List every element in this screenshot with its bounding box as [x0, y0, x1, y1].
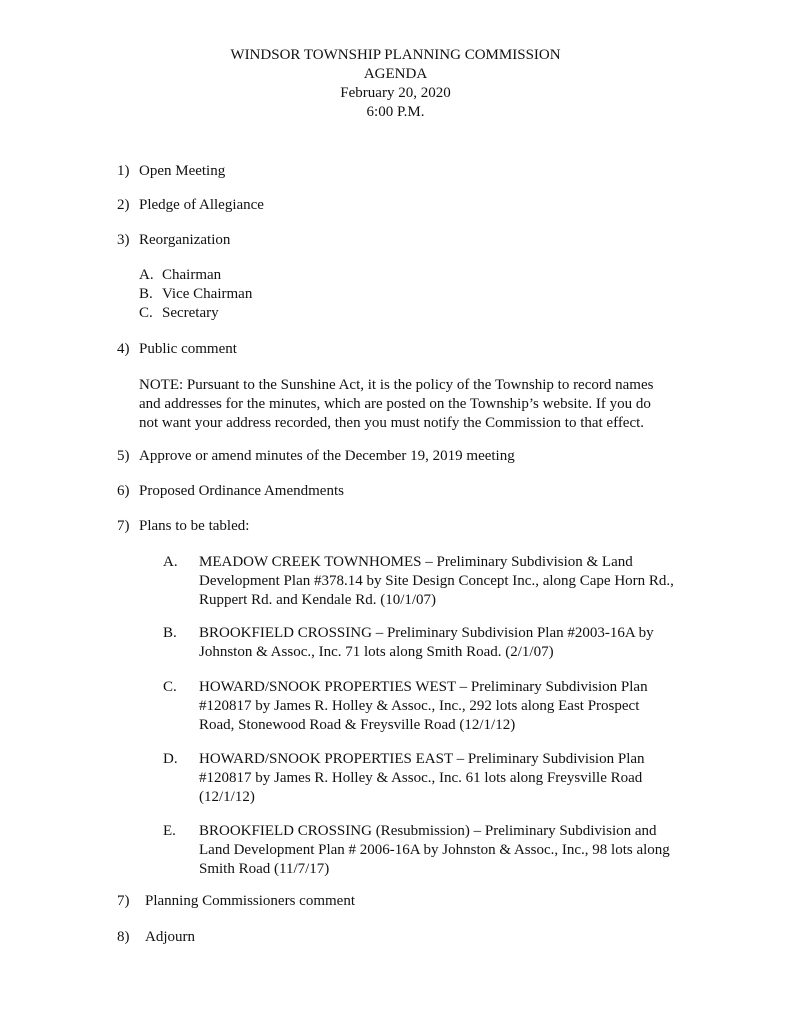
item-number: 3): [117, 232, 130, 248]
item-number: 1): [117, 163, 130, 179]
plan-line: Ruppert Rd. and Kendale Rd. (10/1/07): [199, 592, 437, 608]
item-number: 4): [117, 341, 130, 357]
sub-item-letter: B.: [139, 286, 153, 302]
note-line: not want your address recorded, then you must notify the Commission to that effect.: [139, 415, 645, 431]
item-text: Proposed Ordinance Amendments: [139, 483, 344, 499]
plan-line: Land Development Plan # 2006-16A by Johnston & Assoc., Inc., 98 lots along: [199, 842, 670, 858]
plan-line: #120817 by James R. Holley & Assoc., Inc., 292 lots along East Prospect: [199, 698, 640, 714]
meeting-time: 6:00 P.M.: [366, 104, 425, 120]
plan-line: Development Plan #378.14 by Site Design Concept Inc., along Cape Horn Rd.,: [199, 573, 674, 589]
item-number: 2): [117, 197, 130, 213]
sub-item-text: Chairman: [162, 267, 222, 283]
plan-line: MEADOW CREEK TOWNHOMES – Preliminary Subdivision & Land: [199, 554, 633, 570]
item-number: 8): [117, 929, 130, 945]
plan-line: #120817 by James R. Holley & Assoc., Inc. 61 lots along Freysville Road: [199, 770, 643, 786]
item-text: Adjourn: [145, 929, 195, 945]
item-text: Open Meeting: [139, 163, 226, 179]
item-text: Pledge of Allegiance: [139, 197, 264, 213]
sub-item-text: Secretary: [162, 305, 219, 321]
sub-item-letter: A.: [139, 267, 154, 283]
item-text: Public comment: [139, 341, 237, 357]
plan-letter: C.: [163, 679, 177, 695]
item-text: Reorganization: [139, 232, 231, 248]
note-line: NOTE: Pursuant to the Sunshine Act, it is the policy of the Township to record names: [139, 377, 654, 393]
plan-letter: A.: [163, 554, 178, 570]
plan-line: Smith Road (11/7/17): [199, 861, 330, 877]
plan-line: BROOKFIELD CROSSING – Preliminary Subdivision Plan #2003-16A by: [199, 625, 654, 641]
item-text: Approve or amend minutes of the December 19, 2019 meeting: [139, 448, 515, 464]
agenda-header: [0, 46, 791, 122]
plan-line: Johnston & Assoc., Inc. 71 lots along Smith Road. (2/1/07): [199, 644, 554, 660]
item-number: 7): [117, 518, 130, 534]
item-text: Planning Commissioners comment: [145, 893, 355, 909]
plan-line: (12/1/12): [199, 789, 255, 805]
item-text: Plans to be tabled:: [139, 518, 250, 534]
sub-item-text: Vice Chairman: [162, 286, 253, 302]
plan-letter: B.: [163, 625, 177, 641]
item-number: 6): [117, 483, 130, 499]
plan-line: HOWARD/SNOOK PROPERTIES WEST – Preliminary Subdivision Plan: [199, 679, 648, 695]
plan-letter: E.: [163, 823, 176, 839]
item-number: 5): [117, 448, 130, 464]
plan-letter: D.: [163, 751, 178, 767]
note-line: and addresses for the minutes, which are posted on the Township’s website. If you do: [139, 396, 651, 412]
organization-title: WINDSOR TOWNSHIP PLANNING COMMISSION: [230, 47, 561, 63]
plan-line: HOWARD/SNOOK PROPERTIES EAST – Preliminary Subdivision Plan: [199, 751, 645, 767]
document-title: AGENDA: [363, 66, 428, 82]
item-number: 7): [117, 893, 130, 909]
plan-line: BROOKFIELD CROSSING (Resubmission) – Preliminary Subdivision and: [199, 823, 657, 839]
sub-item-letter: C.: [139, 305, 153, 321]
plan-line: Road, Stonewood Road & Freysville Road (12/1/12): [199, 717, 516, 733]
meeting-date: February 20, 2020: [340, 85, 451, 101]
